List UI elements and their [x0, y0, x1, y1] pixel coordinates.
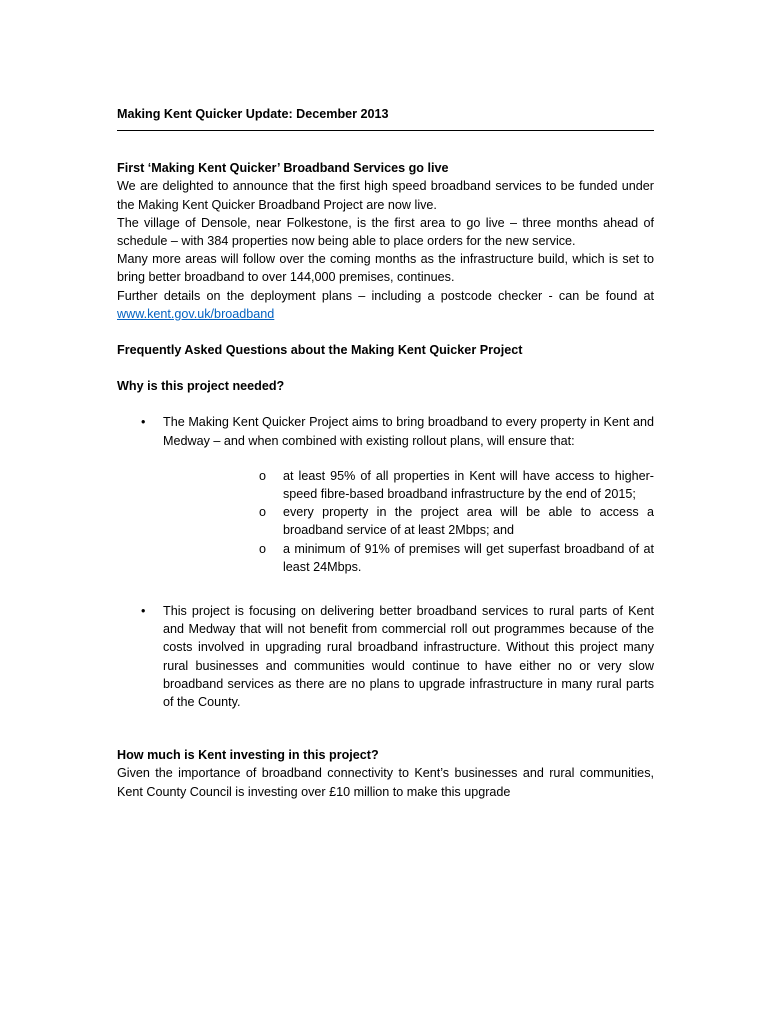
circle-bullet-icon: o — [259, 541, 267, 556]
paragraph-more-areas: Many more areas will follow over the coming months as the infrastructure build, which is set to bring better broadband to over 144,000 premises, continues. — [117, 252, 654, 285]
paragraph-densole: The village of Densole, near Folkestone, is the first area to go live – three months ahead of schedule – with 384 properties now being able to place orders for the new service. — [117, 215, 654, 249]
sub-item-text: at least 95% of all properties in Kent will have access to higher-speed fibre-based broadband infrastructure by the end of 2015; — [283, 468, 654, 502]
bullet-text: This project is focusing on delivering better broadband services to rural parts of Kent and Medway that will not benefit from commercial roll out programmes because of the costs involved in upgrading rural broadband infrastructure. Without this project many rural businesses and communities would continue to have either no or very slow broadband services as there are no plans to upgrade infrastructure in many rural parts of the County. — [163, 604, 654, 710]
bullet-icon: • — [141, 415, 146, 430]
list-item — [117, 413, 654, 576]
paragraph-investment: Given the importance of broadband connectivity to Kent’s businesses and rural communities, Kent County Council is investing over £10 million to make this upgrade — [117, 766, 654, 799]
broadband-link[interactable]: www.kent.gov.uk/broadband — [117, 306, 275, 321]
document-page — [117, 105, 654, 801]
question-investment: How much is Kent investing in this project? — [117, 748, 379, 763]
sub-list — [163, 467, 654, 576]
question-why-needed: Why is this project needed? — [117, 379, 285, 394]
faq-heading: Frequently Asked Questions about the Making Kent Quicker Project — [117, 343, 523, 358]
document-title: Making Kent Quicker Update: December 2013 — [117, 105, 654, 131]
circle-bullet-icon: o — [259, 505, 267, 520]
sub-list-item — [163, 503, 654, 539]
section-heading-services-live: First ‘Making Kent Quicker’ Broadband Services go live — [117, 161, 449, 176]
paragraph-announcement: We are delighted to announce that the first high speed broadband services to be funded under the Making Kent Quicker Broadband Project are now live. — [117, 179, 654, 212]
bullet-list — [117, 413, 654, 711]
list-item — [117, 602, 654, 711]
circle-bullet-icon: o — [259, 468, 267, 483]
sub-list-item — [163, 540, 654, 576]
bullet-text: The Making Kent Quicker Project aims to bring broadband to every property in Kent and Medway – and when combined with existing rollout plans, will ensure that: — [163, 415, 654, 448]
sub-list-item — [163, 467, 654, 503]
sub-item-text: every property in the project area will be able to access a broadband service of at least 2Mbps; and — [283, 505, 654, 538]
sub-item-text: a minimum of 91% of premises will get superfast broadband of at least 24Mbps. — [283, 541, 654, 574]
further-details-text: Further details on the deployment plans – including a postcode checker - can be found at — [117, 288, 654, 303]
bullet-icon: • — [141, 604, 146, 619]
paragraph-further-details — [117, 287, 654, 323]
